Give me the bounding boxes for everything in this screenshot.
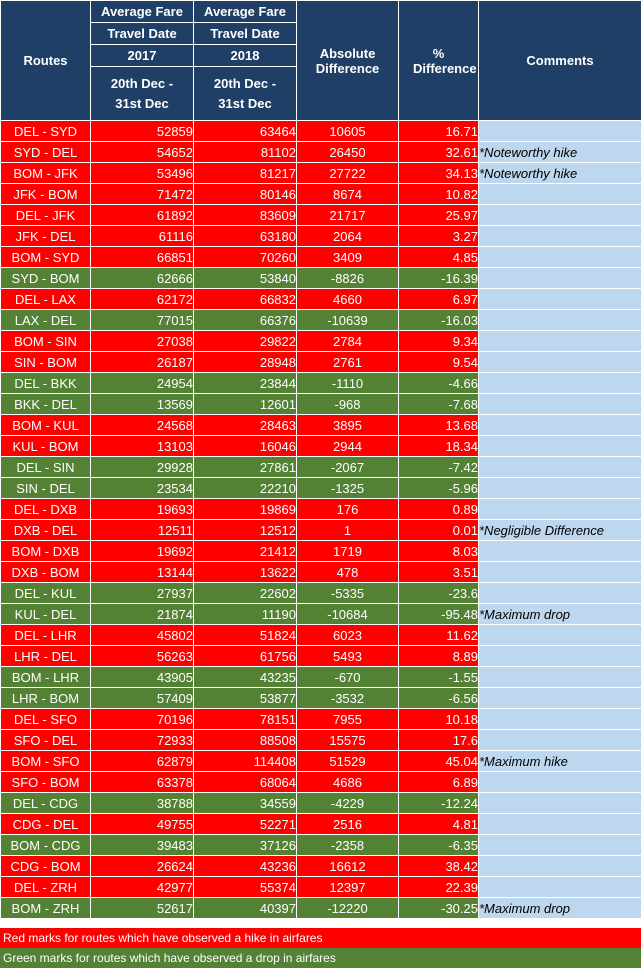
- table-row: [1, 730, 641, 751]
- fare-2018-cell: 52271: [194, 814, 297, 835]
- fare-2017-cell: 53496: [91, 163, 194, 184]
- fare-2017-cell: 63378: [91, 772, 194, 793]
- route-cell: KUL - BOM: [1, 436, 91, 457]
- percent-difference-cell: -95.48: [399, 604, 479, 625]
- comment-cell: *Noteworthy hike: [479, 142, 641, 163]
- table-row: [1, 268, 641, 289]
- header-absolute-difference: Absolute Difference: [297, 1, 399, 121]
- table-row: [1, 562, 641, 583]
- table-row: [1, 415, 641, 436]
- route-cell: BOM - DXB: [1, 541, 91, 562]
- absolute-difference-cell: -968: [297, 394, 399, 415]
- absolute-difference-cell: 2944: [297, 436, 399, 457]
- fare-2018-cell: 63180: [194, 226, 297, 247]
- fare-2018-cell: 34559: [194, 793, 297, 814]
- absolute-difference-cell: 27722: [297, 163, 399, 184]
- fare-2018-cell: 37126: [194, 835, 297, 856]
- absolute-difference-cell: 16612: [297, 856, 399, 877]
- absolute-difference-cell: 6023: [297, 625, 399, 646]
- fare-2017-cell: 39483: [91, 835, 194, 856]
- comment-cell: [479, 268, 641, 289]
- fare-2017-cell: 54652: [91, 142, 194, 163]
- percent-difference-cell: 4.85: [399, 247, 479, 268]
- fare-2018-cell: 70260: [194, 247, 297, 268]
- absolute-difference-cell: -2358: [297, 835, 399, 856]
- comment-cell: [479, 709, 641, 730]
- table-row: [1, 436, 641, 457]
- route-cell: DEL - CDG: [1, 793, 91, 814]
- fare-2018-cell: 66832: [194, 289, 297, 310]
- percent-difference-cell: -7.42: [399, 457, 479, 478]
- percent-difference-cell: 17.6: [399, 730, 479, 751]
- percent-difference-cell: 6.97: [399, 289, 479, 310]
- table-row: [1, 310, 641, 331]
- route-cell: DXB - DEL: [1, 520, 91, 541]
- header-travel-date-2017: Travel Date: [91, 23, 194, 45]
- header-year-2018: 2018: [194, 45, 297, 67]
- table-row: [1, 709, 641, 730]
- route-cell: BOM - SFO: [1, 751, 91, 772]
- absolute-difference-cell: -1110: [297, 373, 399, 394]
- fare-2018-cell: 78151: [194, 709, 297, 730]
- absolute-difference-cell: 1719: [297, 541, 399, 562]
- table-row: [1, 688, 641, 709]
- table-row: [1, 646, 641, 667]
- table-row: [1, 247, 641, 268]
- fare-2018-cell: 21412: [194, 541, 297, 562]
- fare-2017-cell: 26187: [91, 352, 194, 373]
- percent-difference-cell: 10.82: [399, 184, 479, 205]
- route-cell: DXB - BOM: [1, 562, 91, 583]
- comment-cell: [479, 835, 641, 856]
- absolute-difference-cell: 176: [297, 499, 399, 520]
- fare-2018-cell: 12601: [194, 394, 297, 415]
- percent-difference-cell: 0.89: [399, 499, 479, 520]
- table-row: [1, 667, 641, 688]
- route-cell: DEL - SYD: [1, 121, 91, 142]
- percent-difference-cell: 4.81: [399, 814, 479, 835]
- table-row: [1, 604, 641, 625]
- percent-difference-cell: 3.51: [399, 562, 479, 583]
- absolute-difference-cell: -4229: [297, 793, 399, 814]
- comment-cell: [479, 541, 641, 562]
- fare-2018-cell: 27861: [194, 457, 297, 478]
- header-dates-2017: 20th Dec - 31st Dec: [91, 67, 194, 121]
- comment-cell: [479, 394, 641, 415]
- table-row: [1, 478, 641, 499]
- fare-2017-cell: 24568: [91, 415, 194, 436]
- absolute-difference-cell: 7955: [297, 709, 399, 730]
- absolute-difference-cell: 3409: [297, 247, 399, 268]
- percent-difference-cell: 11.62: [399, 625, 479, 646]
- fare-2017-cell: 23534: [91, 478, 194, 499]
- comment-cell: [479, 583, 641, 604]
- comment-cell: [479, 205, 641, 226]
- absolute-difference-cell: 10605: [297, 121, 399, 142]
- fare-2018-cell: 19869: [194, 499, 297, 520]
- route-cell: DEL - KUL: [1, 583, 91, 604]
- absolute-difference-cell: -10639: [297, 310, 399, 331]
- fare-2017-cell: 29928: [91, 457, 194, 478]
- header-average-fare-2017: Average Fare: [91, 1, 194, 23]
- fare-2017-cell: 72933: [91, 730, 194, 751]
- absolute-difference-cell: 3895: [297, 415, 399, 436]
- comment-cell: [479, 352, 641, 373]
- fare-2017-cell: 61116: [91, 226, 194, 247]
- fare-2017-cell: 13144: [91, 562, 194, 583]
- header-dates-2018: 20th Dec - 31st Dec: [194, 67, 297, 121]
- absolute-difference-cell: 2761: [297, 352, 399, 373]
- route-cell: DEL - BKK: [1, 373, 91, 394]
- fare-2018-cell: 81102: [194, 142, 297, 163]
- fare-2017-cell: 52617: [91, 898, 194, 919]
- route-cell: JFK - DEL: [1, 226, 91, 247]
- comment-cell: [479, 121, 641, 142]
- comment-cell: [479, 730, 641, 751]
- percent-difference-cell: 3.27: [399, 226, 479, 247]
- route-cell: DEL - LHR: [1, 625, 91, 646]
- percent-difference-cell: 34.13: [399, 163, 479, 184]
- table-row: [1, 289, 641, 310]
- absolute-difference-cell: 2516: [297, 814, 399, 835]
- percent-difference-cell: -23.6: [399, 583, 479, 604]
- percent-difference-cell: 0.01: [399, 520, 479, 541]
- route-cell: DEL - SIN: [1, 457, 91, 478]
- percent-difference-cell: 25.97: [399, 205, 479, 226]
- fare-2017-cell: 45802: [91, 625, 194, 646]
- route-cell: DEL - ZRH: [1, 877, 91, 898]
- table-row: [1, 457, 641, 478]
- table-row: [1, 520, 641, 541]
- table-row: [1, 373, 641, 394]
- fare-2017-cell: 24954: [91, 373, 194, 394]
- fare-2017-cell: 57409: [91, 688, 194, 709]
- route-cell: CDG - BOM: [1, 856, 91, 877]
- percent-difference-cell: 9.54: [399, 352, 479, 373]
- percent-difference-cell: -12.24: [399, 793, 479, 814]
- fare-2017-cell: 26624: [91, 856, 194, 877]
- fare-2017-cell: 27937: [91, 583, 194, 604]
- comment-cell: *Negligible Difference: [479, 520, 641, 541]
- table-row: [1, 499, 641, 520]
- absolute-difference-cell: -670: [297, 667, 399, 688]
- fare-2018-cell: 22210: [194, 478, 297, 499]
- absolute-difference-cell: 12397: [297, 877, 399, 898]
- route-cell: BOM - SIN: [1, 331, 91, 352]
- route-cell: LHR - DEL: [1, 646, 91, 667]
- route-cell: SIN - BOM: [1, 352, 91, 373]
- fare-2018-cell: 11190: [194, 604, 297, 625]
- table-row: [1, 898, 641, 919]
- table-row: [1, 856, 641, 877]
- percent-difference-cell: 6.89: [399, 772, 479, 793]
- absolute-difference-cell: 4660: [297, 289, 399, 310]
- comment-cell: [479, 877, 641, 898]
- absolute-difference-cell: 2064: [297, 226, 399, 247]
- route-cell: BOM - CDG: [1, 835, 91, 856]
- route-cell: KUL - DEL: [1, 604, 91, 625]
- percent-difference-cell: -16.39: [399, 268, 479, 289]
- table-row: [1, 394, 641, 415]
- route-cell: JFK - BOM: [1, 184, 91, 205]
- fare-table-body: [1, 121, 641, 919]
- comment-cell: *Maximum hike: [479, 751, 641, 772]
- comment-cell: [479, 667, 641, 688]
- fare-2017-cell: 43905: [91, 667, 194, 688]
- fare-2018-cell: 66376: [194, 310, 297, 331]
- percent-difference-cell: 32.61: [399, 142, 479, 163]
- absolute-difference-cell: 5493: [297, 646, 399, 667]
- percent-difference-cell: -6.35: [399, 835, 479, 856]
- percent-difference-cell: 8.89: [399, 646, 479, 667]
- percent-difference-cell: -1.55: [399, 667, 479, 688]
- fare-2018-cell: 53840: [194, 268, 297, 289]
- fare-2018-cell: 53877: [194, 688, 297, 709]
- absolute-difference-cell: -12220: [297, 898, 399, 919]
- legend-hike-note: Red marks for routes which have observed a hike in airfares: [0, 928, 641, 948]
- fare-2017-cell: 70196: [91, 709, 194, 730]
- fare-2018-cell: 51824: [194, 625, 297, 646]
- fare-2018-cell: 22602: [194, 583, 297, 604]
- absolute-difference-cell: 15575: [297, 730, 399, 751]
- percent-difference-cell: 9.34: [399, 331, 479, 352]
- percent-difference-cell: -30.25: [399, 898, 479, 919]
- header-comments: Comments: [479, 1, 641, 121]
- table-row: [1, 142, 641, 163]
- fare-2018-cell: 80146: [194, 184, 297, 205]
- percent-difference-cell: -16.03: [399, 310, 479, 331]
- table-row: [1, 751, 641, 772]
- comment-cell: [479, 184, 641, 205]
- fare-2018-cell: 43236: [194, 856, 297, 877]
- route-cell: LHR - BOM: [1, 688, 91, 709]
- percent-difference-cell: -4.66: [399, 373, 479, 394]
- route-cell: BOM - LHR: [1, 667, 91, 688]
- header-average-fare-2018: Average Fare: [194, 1, 297, 23]
- comment-cell: [479, 436, 641, 457]
- table-row: [1, 352, 641, 373]
- absolute-difference-cell: -8826: [297, 268, 399, 289]
- header-travel-date-2018: Travel Date: [194, 23, 297, 45]
- comment-cell: [479, 457, 641, 478]
- fare-2017-cell: 62666: [91, 268, 194, 289]
- comment-cell: [479, 856, 641, 877]
- route-cell: LAX - DEL: [1, 310, 91, 331]
- route-cell: CDG - DEL: [1, 814, 91, 835]
- comment-cell: *Maximum drop: [479, 604, 641, 625]
- fare-2017-cell: 56263: [91, 646, 194, 667]
- comment-cell: [479, 289, 641, 310]
- comment-cell: [479, 415, 641, 436]
- absolute-difference-cell: 4686: [297, 772, 399, 793]
- route-cell: BKK - DEL: [1, 394, 91, 415]
- comment-cell: [479, 478, 641, 499]
- fare-2018-cell: 28463: [194, 415, 297, 436]
- table-row: [1, 772, 641, 793]
- comment-cell: [479, 499, 641, 520]
- legend-drop-note: Green marks for routes which have observed a drop in airfares: [0, 948, 641, 968]
- comment-cell: [479, 772, 641, 793]
- table-row: [1, 835, 641, 856]
- fare-2017-cell: 12511: [91, 520, 194, 541]
- fare-2017-cell: 61892: [91, 205, 194, 226]
- table-row: [1, 205, 641, 226]
- route-cell: BOM - KUL: [1, 415, 91, 436]
- fare-2018-cell: 16046: [194, 436, 297, 457]
- percent-difference-cell: 38.42: [399, 856, 479, 877]
- comment-cell: [479, 331, 641, 352]
- fare-2018-cell: 28948: [194, 352, 297, 373]
- fare-2018-cell: 40397: [194, 898, 297, 919]
- fare-2018-cell: 68064: [194, 772, 297, 793]
- route-cell: DEL - DXB: [1, 499, 91, 520]
- table-row: [1, 226, 641, 247]
- table-row: [1, 793, 641, 814]
- absolute-difference-cell: -3532: [297, 688, 399, 709]
- header-percent-difference: % Difference: [399, 1, 479, 121]
- comment-cell: *Maximum drop: [479, 898, 641, 919]
- percent-difference-cell: 45.04: [399, 751, 479, 772]
- fare-2017-cell: 66851: [91, 247, 194, 268]
- fare-2017-cell: 21874: [91, 604, 194, 625]
- fare-2018-cell: 83609: [194, 205, 297, 226]
- percent-difference-cell: 16.71: [399, 121, 479, 142]
- comment-cell: [479, 793, 641, 814]
- fare-2017-cell: 38788: [91, 793, 194, 814]
- table-row: [1, 814, 641, 835]
- comment-cell: [479, 646, 641, 667]
- fare-2018-cell: 29822: [194, 331, 297, 352]
- fare-2017-cell: 62172: [91, 289, 194, 310]
- percent-difference-cell: 22.39: [399, 877, 479, 898]
- fare-2018-cell: 12512: [194, 520, 297, 541]
- absolute-difference-cell: 8674: [297, 184, 399, 205]
- percent-difference-cell: -6.56: [399, 688, 479, 709]
- header-year-2017: 2017: [91, 45, 194, 67]
- fare-2017-cell: 13103: [91, 436, 194, 457]
- fare-2017-cell: 77015: [91, 310, 194, 331]
- table-row: [1, 583, 641, 604]
- fare-2017-cell: 71472: [91, 184, 194, 205]
- fare-2017-cell: 19693: [91, 499, 194, 520]
- fare-2018-cell: 23844: [194, 373, 297, 394]
- fare-2018-cell: 61756: [194, 646, 297, 667]
- table-row: [1, 877, 641, 898]
- route-cell: SFO - BOM: [1, 772, 91, 793]
- fare-2017-cell: 62879: [91, 751, 194, 772]
- absolute-difference-cell: 2784: [297, 331, 399, 352]
- fare-2017-cell: 49755: [91, 814, 194, 835]
- comment-cell: [479, 310, 641, 331]
- comment-cell: [479, 814, 641, 835]
- comment-cell: *Noteworthy hike: [479, 163, 641, 184]
- table-row: [1, 331, 641, 352]
- comment-cell: [479, 226, 641, 247]
- route-cell: BOM - ZRH: [1, 898, 91, 919]
- table-row: [1, 121, 641, 142]
- absolute-difference-cell: 51529: [297, 751, 399, 772]
- comment-cell: [479, 562, 641, 583]
- percent-difference-cell: -7.68: [399, 394, 479, 415]
- fare-2018-cell: 63464: [194, 121, 297, 142]
- table-row: [1, 625, 641, 646]
- fare-2017-cell: 52859: [91, 121, 194, 142]
- table-row: [1, 163, 641, 184]
- header-routes: Routes: [1, 1, 91, 121]
- route-cell: DEL - JFK: [1, 205, 91, 226]
- route-cell: DEL - SFO: [1, 709, 91, 730]
- absolute-difference-cell: 1: [297, 520, 399, 541]
- fare-2018-cell: 81217: [194, 163, 297, 184]
- absolute-difference-cell: -1325: [297, 478, 399, 499]
- absolute-difference-cell: 21717: [297, 205, 399, 226]
- table-row: [1, 541, 641, 562]
- comment-cell: [479, 625, 641, 646]
- table-row: [1, 184, 641, 205]
- percent-difference-cell: 8.03: [399, 541, 479, 562]
- absolute-difference-cell: 26450: [297, 142, 399, 163]
- fare-2017-cell: 19692: [91, 541, 194, 562]
- route-cell: BOM - SYD: [1, 247, 91, 268]
- percent-difference-cell: 18.34: [399, 436, 479, 457]
- fare-2017-cell: 42977: [91, 877, 194, 898]
- percent-difference-cell: 10.18: [399, 709, 479, 730]
- route-cell: DEL - LAX: [1, 289, 91, 310]
- percent-difference-cell: -5.96: [399, 478, 479, 499]
- route-cell: SYD - BOM: [1, 268, 91, 289]
- fare-2018-cell: 43235: [194, 667, 297, 688]
- route-cell: BOM - JFK: [1, 163, 91, 184]
- fare-2018-cell: 88508: [194, 730, 297, 751]
- percent-difference-cell: 13.68: [399, 415, 479, 436]
- absolute-difference-cell: -5335: [297, 583, 399, 604]
- route-cell: SFO - DEL: [1, 730, 91, 751]
- absolute-difference-cell: -10684: [297, 604, 399, 625]
- route-cell: SIN - DEL: [1, 478, 91, 499]
- route-cell: SYD - DEL: [1, 142, 91, 163]
- comment-cell: [479, 373, 641, 394]
- fare-2018-cell: 55374: [194, 877, 297, 898]
- comment-cell: [479, 688, 641, 709]
- absolute-difference-cell: -2067: [297, 457, 399, 478]
- fare-2018-cell: 114408: [194, 751, 297, 772]
- fare-2017-cell: 27038: [91, 331, 194, 352]
- fare-2018-cell: 13622: [194, 562, 297, 583]
- absolute-difference-cell: 478: [297, 562, 399, 583]
- comment-cell: [479, 247, 641, 268]
- fare-2017-cell: 13569: [91, 394, 194, 415]
